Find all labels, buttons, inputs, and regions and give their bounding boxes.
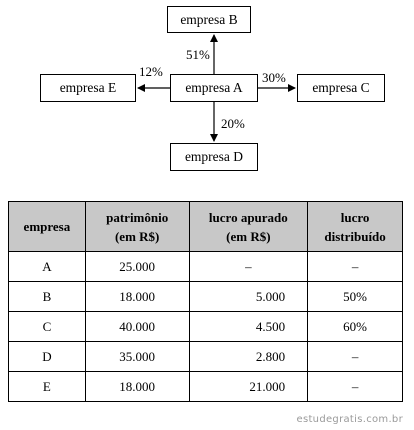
watermark: estudegratis.com.br	[296, 414, 403, 425]
cell-patrimonio: 18.000	[85, 282, 189, 312]
cell-patrimonio: 35.000	[85, 342, 189, 372]
cell-lucro-apurado: –	[189, 252, 308, 282]
table-row	[9, 252, 403, 282]
cell-lucro-distribuido: –	[308, 342, 403, 372]
company-table	[8, 201, 403, 402]
cell-empresa: B	[9, 282, 86, 312]
cell-lucro-apurado: 21.000	[189, 372, 308, 402]
company-d-box: empresa D	[170, 143, 258, 171]
cell-lucro-distribuido: –	[308, 252, 403, 282]
company-e-box: empresa E	[40, 74, 136, 102]
cell-patrimonio: 18.000	[85, 372, 189, 402]
header-patrimonio: patrimônio (em R$)	[85, 202, 189, 252]
cell-empresa: C	[9, 312, 86, 342]
percent-e: 12%	[139, 64, 163, 79]
cell-patrimonio: 40.000	[85, 312, 189, 342]
header-empresa: empresa	[9, 202, 86, 252]
header-lucro-apurado: lucro apurado (em R$)	[189, 202, 308, 252]
cell-empresa: D	[9, 342, 86, 372]
cell-empresa: E	[9, 372, 86, 402]
company-c-box: empresa C	[297, 74, 385, 102]
cell-lucro-distribuido: 50%	[308, 282, 403, 312]
diagram-arrows	[0, 0, 414, 200]
table-header-row	[9, 202, 403, 252]
company-a-box: empresa A	[170, 74, 258, 102]
table-row	[9, 372, 403, 402]
table-row	[9, 282, 403, 312]
table-row	[9, 312, 403, 342]
cell-lucro-apurado: 2.800	[189, 342, 308, 372]
cell-empresa: A	[9, 252, 86, 282]
cell-lucro-distribuido: –	[308, 372, 403, 402]
company-b-box: empresa B	[167, 6, 251, 33]
cell-patrimonio: 25.000	[85, 252, 189, 282]
percent-c: 30%	[262, 70, 286, 85]
cell-lucro-apurado: 4.500	[189, 312, 308, 342]
header-lucro-distribuido: lucro distribuído	[308, 202, 403, 252]
cell-lucro-apurado: 5.000	[189, 282, 308, 312]
table-row	[9, 342, 403, 372]
percent-b: 51%	[186, 47, 210, 62]
percent-d: 20%	[221, 116, 245, 131]
cell-lucro-distribuido: 60%	[308, 312, 403, 342]
